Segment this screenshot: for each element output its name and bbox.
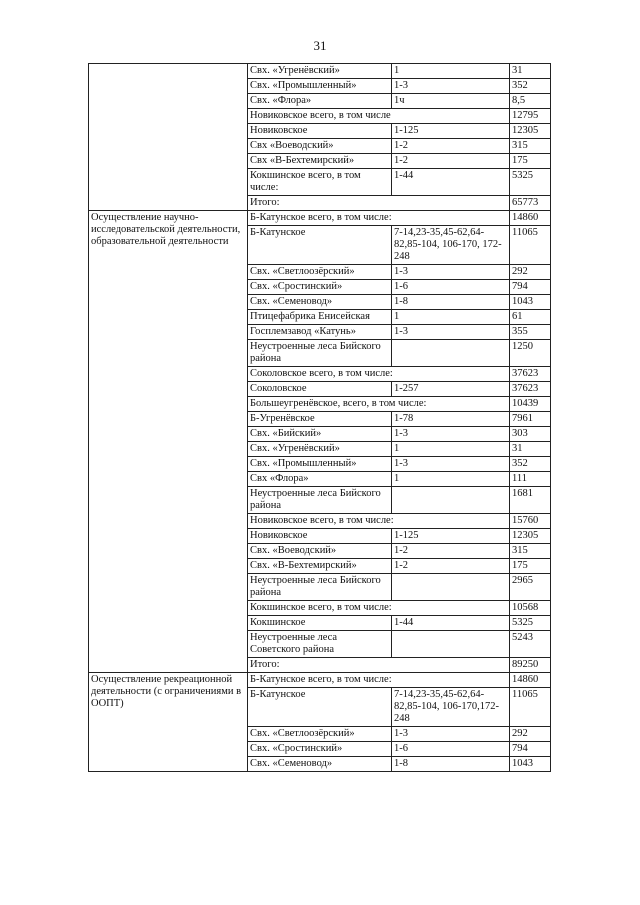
forestry-name-cell: Свх. «Сростинский»	[248, 280, 392, 295]
quarters-cell	[392, 487, 510, 514]
quarters-cell: 1-2	[392, 154, 510, 169]
area-cell: 65773	[510, 196, 551, 211]
forestry-name-cell: Кокшинское	[248, 616, 392, 631]
area-cell: 1250	[510, 340, 551, 367]
quarters-cell: 1	[392, 442, 510, 457]
quarters-cell: 1-78	[392, 412, 510, 427]
area-cell: 15760	[510, 514, 551, 529]
area-cell: 5325	[510, 616, 551, 631]
forestry-name-cell: Свх. «Семеновод»	[248, 295, 392, 310]
quarters-cell: 1-125	[392, 529, 510, 544]
area-cell: 5325	[510, 169, 551, 196]
quarters-cell: 1-3	[392, 79, 510, 94]
quarters-cell: 1-3	[392, 727, 510, 742]
forestry-name-cell: Свх «В-Бехтемирский»	[248, 154, 392, 169]
forestry-name-cell: Новиковское	[248, 529, 392, 544]
area-cell: 12305	[510, 124, 551, 139]
area-cell: 61	[510, 310, 551, 325]
forestry-name-cell: Б-Катунское всего, в том числе:	[248, 673, 510, 688]
forestry-name-cell: Свх. «Промышленный»	[248, 457, 392, 472]
quarters-cell: 1-6	[392, 742, 510, 757]
area-cell: 794	[510, 742, 551, 757]
forestry-name-cell: Свх «Воеводский»	[248, 139, 392, 154]
area-cell: 355	[510, 325, 551, 340]
quarters-cell: 1-3	[392, 325, 510, 340]
forestry-name-cell: Кокшинское всего, в том числе:	[248, 601, 510, 616]
forestry-name-cell: Неустроенные леса Бийского района	[248, 340, 392, 367]
area-cell: 352	[510, 79, 551, 94]
table-row	[89, 673, 551, 688]
forestry-name-cell: Свх. «Светлоозёрский»	[248, 265, 392, 280]
area-cell: 352	[510, 457, 551, 472]
area-cell: 292	[510, 265, 551, 280]
forestry-name-cell: Неустроенные леса Бийского района	[248, 574, 392, 601]
forestry-name-cell: Свх. «Флора»	[248, 94, 392, 109]
area-cell: 31	[510, 442, 551, 457]
area-cell: 8,5	[510, 94, 551, 109]
area-cell: 14860	[510, 211, 551, 226]
forestry-name-cell: Неустроенные леса Советского района	[248, 631, 392, 658]
quarters-cell: 1	[392, 310, 510, 325]
quarters-cell: 1	[392, 64, 510, 79]
activity-cell: Осуществление рекреационной деятельности (с ограничениями в ООПТ)	[89, 673, 248, 772]
forestry-name-cell: Большеугренёвское, всего, в том числе:	[248, 397, 510, 412]
forestry-name-cell: Свх. «Бийский»	[248, 427, 392, 442]
forestry-name-cell: Неустроенные леса Бийского района	[248, 487, 392, 514]
quarters-cell: 1-6	[392, 280, 510, 295]
forestry-name-cell: Госплемзавод «Катунь»	[248, 325, 392, 340]
quarters-cell: 1-3	[392, 427, 510, 442]
forestry-name-cell: Свх. «Угренёвский»	[248, 442, 392, 457]
quarters-cell: 1-125	[392, 124, 510, 139]
area-cell: 37623	[510, 382, 551, 397]
forestry-name-cell: Кокшинское всего, в том числе:	[248, 169, 392, 196]
activity-cell: Осуществление научно-исследовательской деятельности, образовательной деятельности	[89, 211, 248, 673]
area-cell: 89250	[510, 658, 551, 673]
forestry-name-cell: Итого:	[248, 658, 510, 673]
area-cell: 315	[510, 139, 551, 154]
page-number: 31	[313, 38, 327, 53]
quarters-cell: 1-2	[392, 559, 510, 574]
area-cell: 1043	[510, 757, 551, 772]
area-cell: 303	[510, 427, 551, 442]
forestry-table	[88, 63, 551, 772]
forestry-name-cell: Б-Катунское всего, в том числе:	[248, 211, 510, 226]
forestry-name-cell: Б-Угренёвское	[248, 412, 392, 427]
forestry-name-cell: Свх. «Сростинский»	[248, 742, 392, 757]
area-cell: 315	[510, 544, 551, 559]
quarters-cell: 7-14,23-35,45-62,64-82,85-104, 106-170, 172-248	[392, 226, 510, 265]
forestry-name-cell: Б-Катунское	[248, 688, 392, 727]
forestry-name-cell: Птицефабрика Енисейская	[248, 310, 392, 325]
quarters-cell: 1-3	[392, 457, 510, 472]
activity-cell	[89, 64, 248, 211]
area-cell: 5243	[510, 631, 551, 658]
area-cell: 794	[510, 280, 551, 295]
quarters-cell: 1-44	[392, 169, 510, 196]
forestry-name-cell: Свх. «Светлоозёрский»	[248, 727, 392, 742]
area-cell: 31	[510, 64, 551, 79]
quarters-cell: 7-14,23-35,45-62,64-82,85-104, 106-170,172-248	[392, 688, 510, 727]
quarters-cell: 1-257	[392, 382, 510, 397]
area-cell: 175	[510, 154, 551, 169]
forestry-name-cell: Свх «Флора»	[248, 472, 392, 487]
area-cell: 111	[510, 472, 551, 487]
forestry-name-cell: Свх. «Воеводский»	[248, 544, 392, 559]
area-cell: 11065	[510, 226, 551, 265]
quarters-cell	[392, 631, 510, 658]
area-cell: 1043	[510, 295, 551, 310]
forestry-name-cell: Новиковское	[248, 124, 392, 139]
quarters-cell	[392, 574, 510, 601]
forestry-name-cell: Соколовское всего, в том числе:	[248, 367, 510, 382]
area-cell: 175	[510, 559, 551, 574]
forestry-name-cell: Свх. «В-Бехтемирский»	[248, 559, 392, 574]
forestry-name-cell: Свх. «Семеновод»	[248, 757, 392, 772]
quarters-cell: 1-3	[392, 265, 510, 280]
forestry-name-cell: Итого:	[248, 196, 510, 211]
area-cell: 12795	[510, 109, 551, 124]
forestry-name-cell: Новиковское всего, в том числе	[248, 109, 510, 124]
area-cell: 12305	[510, 529, 551, 544]
quarters-cell	[392, 340, 510, 367]
quarters-cell: 1-8	[392, 757, 510, 772]
quarters-cell: 1-44	[392, 616, 510, 631]
table-row	[89, 211, 551, 226]
area-cell: 14860	[510, 673, 551, 688]
forestry-name-cell: Б-Катунское	[248, 226, 392, 265]
quarters-cell: 1-8	[392, 295, 510, 310]
quarters-cell: 1ч	[392, 94, 510, 109]
forestry-name-cell: Новиковское всего, в том числе:	[248, 514, 510, 529]
forestry-name-cell: Свх. «Угренёвский»	[248, 64, 392, 79]
area-cell: 7961	[510, 412, 551, 427]
area-cell: 292	[510, 727, 551, 742]
area-cell: 1681	[510, 487, 551, 514]
area-cell: 10568	[510, 601, 551, 616]
area-cell: 2965	[510, 574, 551, 601]
area-cell: 10439	[510, 397, 551, 412]
forestry-name-cell: Свх. «Промышленный»	[248, 79, 392, 94]
quarters-cell: 1-2	[392, 544, 510, 559]
table-row	[89, 64, 551, 79]
forestry-name-cell: Соколовское	[248, 382, 392, 397]
quarters-cell: 1-2	[392, 139, 510, 154]
area-cell: 11065	[510, 688, 551, 727]
area-cell: 37623	[510, 367, 551, 382]
quarters-cell: 1	[392, 472, 510, 487]
